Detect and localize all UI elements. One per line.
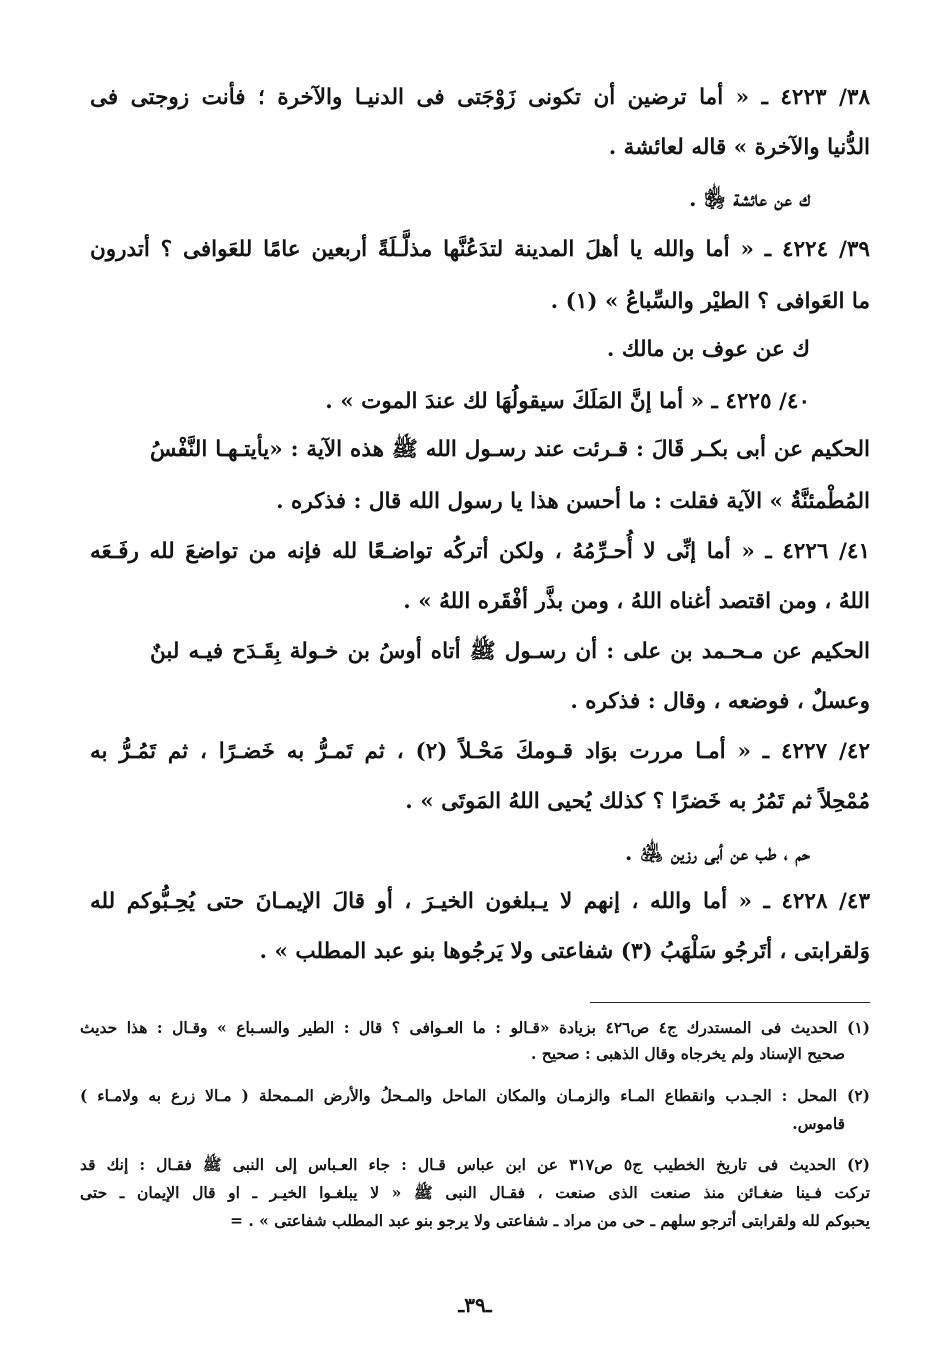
text-line: ك عن عائشة ﵂ .	[689, 187, 810, 212]
footnote-line: تركت فـينا ضغـائن منذ صنعت الذى صنعت ، فقـال النبى ﷺ « لا يبلغـوا الخيـر ـ او قال الإيمان ـ حتى	[80, 1183, 870, 1202]
text-line: ما العَوافى ؟ الطيْر والسِّباعُ » (١) .	[550, 289, 870, 314]
footnote-line: صحيح الإسناد ولم يخرجاه وقال الذهبى : صحيح .	[530, 1044, 845, 1063]
text-line: ٤٠/ ٤٢٢٥ ـ « أما إنَّ المَلَكَ سيقولُهَا لك عندَ الموت » .	[325, 389, 810, 414]
text-line: وعسلٌ ، فوضعه ، وقال : فذكره .	[570, 689, 870, 714]
footnote-line: (١) الحديث فى المستدرك ج٤ ص٤٢٦ بزيادة «قـالو : ما العـوافى ؟ قال : الطير والسـباع » وقـال : هذا حديث	[80, 1018, 870, 1037]
text-line: وَلقرابتى ، أتَرجُو سَلْهَبُ (٣) شفاعتى ولا يَرجُوها بنو عبد المطلب » .	[259, 939, 870, 964]
footnote-line: يحبوكم لله ولقرابتى أترجو سلهم ـ حى من مراد ـ شفاعتى ولا يرجو بنو عبد المطلب شفاعتى » . =	[229, 1211, 870, 1230]
text-line: حم ، طب عن أبى رزين ﵁ .	[624, 841, 810, 866]
text-line: ك عن عوف بن مالك .	[606, 337, 810, 362]
text-line: الحكيم عن مـحـمد بن على : أن رسـول ﷺ أتاه أوسُ بن خـولة بِقَـدَح فيـه لبنٌ	[150, 639, 870, 664]
text-line: ٤٢/ ٤٢٢٧ ـ « أمـا مررت بوَاد قـومكَ مَحْـلاً (٢) ، ثم تَمـرُّ به خَضـرًا ، ثم تَمُـرُّ به	[90, 739, 870, 764]
text-line: الحكيم عن أبى بكـر قَالَ : قـرئت عند رسـول الله ﷺ هذه الآية : «يأيتـهـا النَّفْسُ	[150, 437, 870, 462]
footnote-line: (٢) الحديث فى تاريخ الخطيب ج٥ ص٣١٧ عن ابن عباس قـال : جاء العـباس إلى النبى ﷺ فقـال : إنك قد	[80, 1155, 870, 1174]
footnote-line: قاموس.	[792, 1114, 845, 1133]
text-line: ٣٩/ ٤٢٢٤ ـ « أما والله يا أهلَ المدينة لتدَعُنَّها مذلَّـلَةً أربعين عامًا للعَوافى ؟ أتدرون	[90, 237, 870, 262]
page-number: ـ٣٩ـ	[458, 1293, 492, 1317]
footnote-line: (٢) المحل : الجـدب وانقطاع المـاء والزمـان والمكان الماحل والمـحلُ والأرض المـمحلة ( مـالا زرع به ولامـاء )	[80, 1086, 870, 1105]
text-line: ٤١/ ٤٢٢٦ ـ « أما إنِّى لا أُحـرِّمُهُ ، ولكن أتركُه تواضـعًا لله فإنه من تواضعَ لله رفَـعَه	[90, 539, 871, 564]
text-line: ٤٣/ ٤٢٢٨ ـ « أما والله ، إنهم لا يـبلغون الخيـرَ ، أو قالَ الإيمـانَ حتى يُحِـبُّوكم لله	[90, 889, 871, 914]
text-line: مُمْحِلاً ثم تَمُرُ به خَضرًا ؟ كذلك يُحيى اللهُ المَوتَى » .	[405, 789, 870, 814]
text-line: ٣٨/ ٤٢٢٣ ـ « أما ترضين أن تكونى زَوْجَتى فى الدنيـا والآخرة ؛ فأنت زوجتى فى	[90, 85, 871, 110]
text-line: المُطْمئنَّةُ » الآية فقلت : ما أحسن هذا يا رسول الله قال : فذكره .	[276, 489, 870, 514]
text-line: الدُّنيا والآخرة » قاله لعائشة .	[608, 135, 870, 160]
footnote-separator	[590, 1002, 870, 1003]
text-line: اللهُ ، ومن اقتصد أغناه اللهُ ، ومن بذَّر أفْقَره اللهُ » .	[403, 589, 870, 614]
